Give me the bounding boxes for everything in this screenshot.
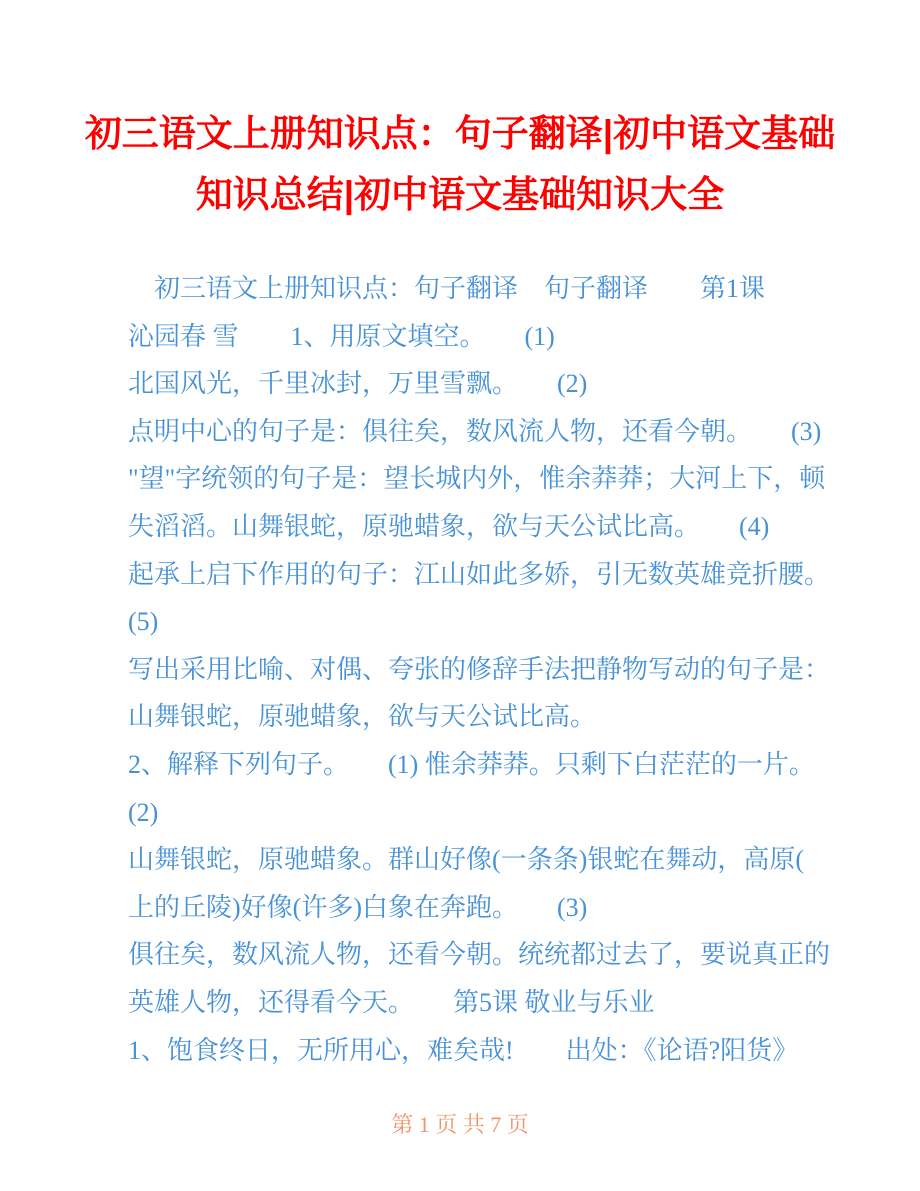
body-line: 英雄人物，还得看今天。 第5课 敬业与乐业 [128, 987, 655, 1017]
body-line: 北国风光，千里冰封，万里雪飘。 (2) [128, 369, 588, 399]
body-line: 上的丘陵)好像(许多)白象在奔跑。 (3) [128, 892, 588, 922]
document-title-line-2: 知识总结|初中语文基础知识大全 [195, 174, 725, 215]
body-line: (5) [128, 607, 159, 637]
body-line: 俱往矣，数风流人物，还看今朝。统统都过去了，要说真正的 [128, 940, 831, 970]
body-line: (2) [128, 797, 159, 827]
body-line: 初三语文上册知识点：句子翻译 句子翻译 第1课 [128, 274, 766, 303]
body-line: 失滔滔。山舞银蛇，原驰蜡象，欲与天公试比高。 (4) [128, 511, 770, 541]
body-line: 山舞银蛇，原驰蜡象，欲与天公试比高。 [128, 702, 597, 732]
document-title-line-1: 初三语文上册知识点：句子翻译|初中语文基础 [84, 113, 836, 154]
body-line: 2、解释下列句子。 (1) 惟余莽莽。只剩下白茫茫的一片。 [128, 749, 815, 779]
body-line: 点明中心的句子是：俱往矣，数风流人物，还看今朝。 (3) [128, 416, 822, 446]
document-title [80, 103, 840, 225]
body-line: 1、饱食终日，无所用心，难矣哉! 出处：《论语?阳货》 [128, 1035, 799, 1065]
body-line: 起承上启下作用的句子：江山如此多娇，引无数英雄竞折腰。 [128, 559, 831, 589]
body-line: 沁园春 雪 1、用原文填空。 (1) [128, 321, 555, 351]
page-footer: 第 1 页 共 7 页 [391, 1112, 529, 1137]
body-line: 山舞银蛇，原驰蜡象。群山好像(一条条)银蛇在舞动，高原( [128, 845, 804, 875]
document-body [128, 265, 831, 1074]
body-line: "望"字统领的句子是：望长城内外，惟余莽莽；大河上下，顿 [128, 464, 826, 494]
body-line: 写出采用比喻、对偶、夸张的修辞手法把静物写动的句子是： [128, 654, 831, 684]
